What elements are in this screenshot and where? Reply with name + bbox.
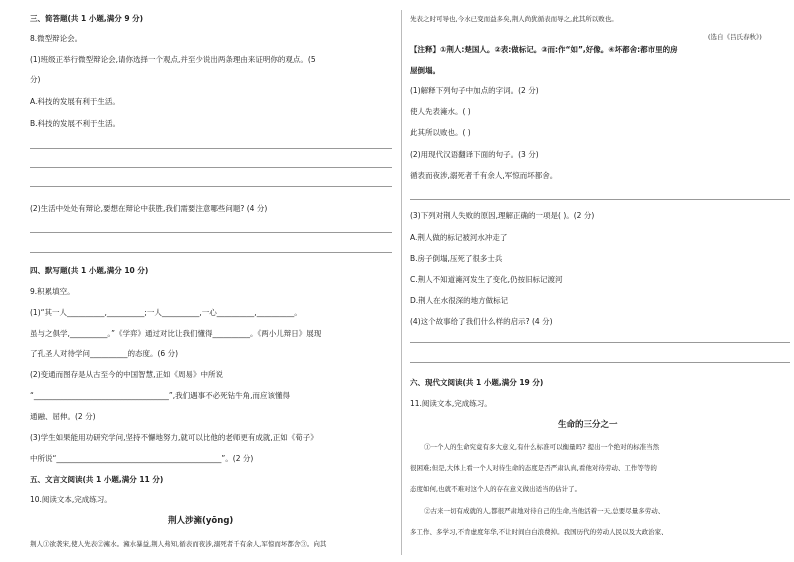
answer-line [30,252,392,253]
article-p2-line-1: ②古来一切有成就的人,都很严肃地对待自己的生命,当他活着一天,总要尽量多劳动、 [424,507,665,515]
section-5-heading: 五、文言文阅读(共 1 小题,满分 11 分) [30,475,164,484]
q10-1-b: 此其所以败也。( ) [410,128,471,137]
answer-line [30,186,392,187]
answer-line [410,199,790,200]
answer-line [30,167,392,168]
option-b: B.科技的发展不利于生活。 [30,119,121,128]
q10-title: 10.阅读文本,完成练习。 [30,495,112,504]
q10-3-option-a: A.荆人做的标记被河水冲走了 [410,233,508,242]
q10-1-a: 使人先表澭水。( ) [410,107,471,116]
option-a: A.科技的发展有利于生活。 [30,97,120,106]
q9-line-5: “____________________________________”,我们遇事不必死钻牛角,而应该懂得 [30,391,291,400]
answer-line [30,232,392,233]
q9-line-8: 中所说“____________________________________________”。(2 分) [30,454,254,463]
q10-3-prompt: (3)下列对荆人失败的原因,理解正确的一项是( )。(2 分) [410,211,595,220]
column-divider [401,10,402,555]
q9-title: 9.积累填空。 [30,287,75,296]
q10-3-option-b: B.房子倒塌,压死了很多士兵 [410,254,503,263]
q8-title: 8.微型辩论会。 [30,34,83,43]
q8-1-prompt: (1)班级正举行微型辩论会,请你选择一个观点,并至少说出两条理由来证明你的观点。(5 [30,55,316,64]
q10-3-option-d: D.荆人在水很深的地方做标记 [410,296,509,305]
q10-2-sentence: 循表而夜涉,溺死者千有余人,军惊而坏都舍。 [410,171,558,180]
article-title: 生命的三分之一 [558,420,618,430]
passage-source: (选自《吕氏春秋》) [708,33,762,41]
q8-1-prompt-cont: 分) [30,75,41,84]
passage-title: 荆人涉澭(yōng) [168,516,234,526]
article-p1-line-3: 态度如何,也就不难对这个人的存在意义做出适当的估计了。 [410,485,582,493]
passage-line-1: 荆人①欲袭宋,使人先表②澭水。澭水暴益,荆人弗知,循表而夜涉,溺死者千有余人,军惊而坏都舍③。向其 [30,540,327,548]
q8-2-prompt: (2)生活中处处有辩论,要想在辩论中获胜,我们需要注意哪些问题? (4 分) [30,204,268,213]
article-p2-line-2: 多工作、多学习,不肯虚度年华,不让时间白白浪费掉。我国历代的劳动人民以及大政治家、 [410,528,668,536]
notes-line-1: 【注释】①荆人:楚国人。②表:做标记。③而:作“如”,好像。④坏都舍:都市里的房 [410,45,678,54]
article-p1-line-2: 很困难;但是,大体上看一个人对待生命的态度是否严肃认真,看他对待劳动、工作等等的 [410,464,657,472]
q9-line-6: 通融、屈伸。(2 分) [30,412,96,421]
q9-line-7: (3)学生如果能用功研究学问,坚持不懈地努力,就可以比他的老师更有成就,正如《荀子》 [30,433,318,442]
answer-line [410,362,790,363]
section-4-heading: 四、默写题(共 1 小题,满分 10 分) [30,266,149,275]
q10-1-prompt: (1)解释下列句子中加点的字词。(2 分) [410,86,539,95]
q10-2-prompt: (2)用现代汉语翻译下面的句子。(3 分) [410,150,539,159]
q10-4-prompt: (4)这个故事给了我们什么样的启示? (4 分) [410,317,553,326]
article-p1-line-1: ①一个人的生命究竟有多大意义,有什么标准可以衡量吗? 提出一个绝对的标准当然 [424,443,660,451]
notes-line-2: 屋倒塌。 [410,66,440,75]
q9-line-2: 虽与之俱学,__________。”《学弈》通过对比让我们懂得__________。《两小儿辩日》展现 [30,329,322,338]
passage-line-2: 先表之时可导也,今水已变而益多矣,荆人尚犹循表而导之,此其所以败也。 [410,15,618,23]
answer-line [30,148,392,149]
q9-line-1: (1)“其一人__________,__________;一人__________,一心__________,__________。 [30,308,302,317]
section-6-heading: 六、现代文阅读(共 1 小题,满分 19 分) [410,378,544,387]
q9-line-4: (2)变通而图存是从古至今的中国智慧,正如《周易》中所说 [30,370,224,379]
q9-line-3: 了孔圣人对待学问__________的态度。(6 分) [30,349,179,358]
answer-line [410,342,790,343]
q10-3-option-c: C.荆人不知道澭河发生了变化,仍按旧标记渡河 [410,275,563,284]
section-3-heading: 三、简答题(共 1 小题,满分 9 分) [30,14,144,23]
q11-title: 11.阅读文本,完成练习。 [410,399,492,408]
